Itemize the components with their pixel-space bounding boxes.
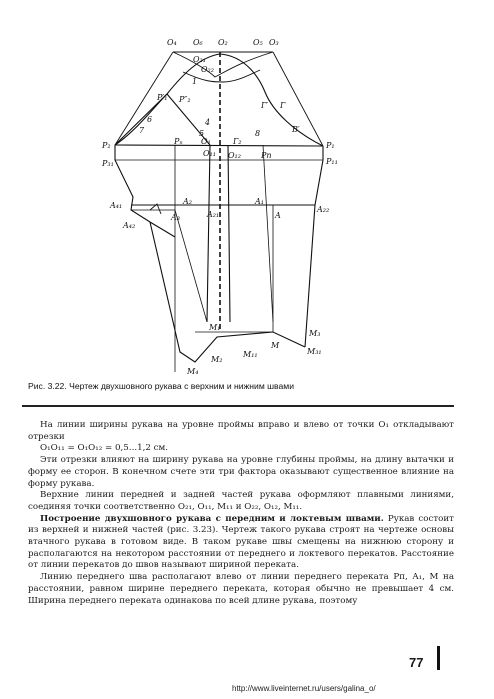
sleeve-bottom-edge: [150, 222, 305, 362]
body-text: [28, 420, 454, 607]
label-O1: O₁: [201, 137, 211, 146]
label-A2: A₂: [183, 197, 192, 206]
sleeve-drawing: [95, 32, 385, 377]
label-A42: A₄₂: [123, 221, 136, 230]
inner-cap-curve: [173, 52, 273, 77]
label-A41: A₄₁: [110, 201, 123, 210]
label-Pp: Pₙ: [174, 137, 183, 146]
armhole-width-line: [115, 145, 323, 146]
label-6: 6: [147, 115, 153, 124]
label-O5: O₅: [253, 38, 263, 47]
cap-curve-right: [220, 54, 323, 146]
label-P31: P₃₁: [102, 159, 114, 168]
label-4: 4: [205, 118, 211, 127]
label-O4: O₄: [167, 38, 177, 47]
formula-line: O₁O₁₁ = O₁O₁₂ = 0,5...1,2 см.: [40, 443, 169, 454]
label-P1p: P′₁: [157, 93, 168, 102]
label-O12: O₁₂: [228, 151, 241, 160]
label-M2: M₂: [211, 355, 223, 364]
label-O11: O₁₁: [203, 149, 216, 158]
label-Pn: Pп: [261, 151, 272, 160]
label-O6: O₆: [193, 38, 203, 47]
watermark-url: http://www.liveinternet.ru/users/galina_o/: [232, 684, 376, 693]
label-Bp: B′: [292, 125, 300, 134]
label-A: A: [275, 211, 281, 220]
page-number-bar: [437, 646, 440, 670]
label-P11: P₁₁: [326, 157, 338, 166]
label-P2pp: P″₂: [179, 95, 191, 104]
label-A22: A₂₂: [317, 205, 330, 214]
figure-caption: Рис. 3.22. Чертеж двухшовного рукава с верхним и нижним швами: [28, 381, 294, 391]
paragraph-5: Линию переднего шва располагают влево от линии переднего переката Pп, A₁, M на расстоянии, равном ширине переднего переката, которая обычно не превышает 4 см. Ширина переднего переката одинакова по всей длине рукава, поэтому: [28, 572, 454, 606]
label-O21: O₂₁: [193, 55, 206, 64]
label-M31: M₃₁: [307, 347, 322, 356]
paragraph-1: На линии ширины рукава на уровне проймы вправо и влево от точки O₁ откладывают отрезки: [28, 420, 454, 442]
paragraph-4-text: Рукав состоит из верхней и нижней частей (рис. 3.23). Чертеж такого рукава строят на чертеже основы втачного рукава в готовом виде. В таком рукаве швы смещены на нижнюю сторону и располагаются на некотором расстоянии от переднего и локтевого перекатов. Расстояние от линии перекатов до швов называют шириной переката.: [28, 513, 454, 571]
label-M1: M₁: [209, 323, 221, 332]
label-7: 7: [139, 126, 145, 135]
paragraph-4: [28, 514, 454, 573]
label-P1: P₁: [326, 141, 335, 150]
paragraph-4-heading: Построение двухшовного рукава с передним и локтевым швами.: [40, 513, 384, 524]
label-O3: O₃: [269, 38, 279, 47]
paragraph-2: Эти отрезки влияют на ширину рукава на уровне глубины проймы, на длину вытачки и форму ее сторон. В конечном счете эти три фактора оказывают существенное влияние на форму рукава.: [28, 455, 454, 489]
label-O2: O₂: [218, 38, 228, 47]
sleeve-drawing-figure: [95, 32, 385, 377]
label-5: 5: [199, 129, 205, 138]
label-G: Г: [280, 101, 286, 110]
label-M: M: [271, 341, 280, 350]
label-A1: A₁: [255, 197, 264, 206]
label-M4: M₄: [187, 367, 199, 376]
label-M11: M₁₁: [243, 350, 258, 359]
sleeve-right-upper: [315, 146, 323, 205]
label-A21: A₂₁: [207, 210, 220, 219]
paragraph-3: Верхние линии передней и задней частей рукава оформляют плавными линиями, соединяя точки соответственно O₂₁, O₁₁, M₁₁ и O₂₂, O₁₂, M₁₁.: [28, 490, 454, 512]
lower-seam-front: [175, 210, 207, 322]
label-Gp: Г′: [261, 101, 269, 110]
dart-left: [207, 145, 210, 322]
label-O22: O₂₂: [201, 65, 214, 74]
section-divider: [22, 405, 454, 407]
label-1: 1: [192, 77, 198, 86]
page-number: 77: [409, 655, 424, 670]
dart-right: [228, 145, 230, 322]
back-roll-line: [263, 145, 273, 322]
label-8: 8: [255, 129, 261, 138]
label-A3: A₃: [171, 213, 180, 222]
sleeve-right-lower: [305, 205, 315, 347]
label-P2: P₂: [102, 141, 111, 150]
label-G2: Г₂: [233, 137, 242, 146]
label-M3: M₃: [309, 329, 321, 338]
